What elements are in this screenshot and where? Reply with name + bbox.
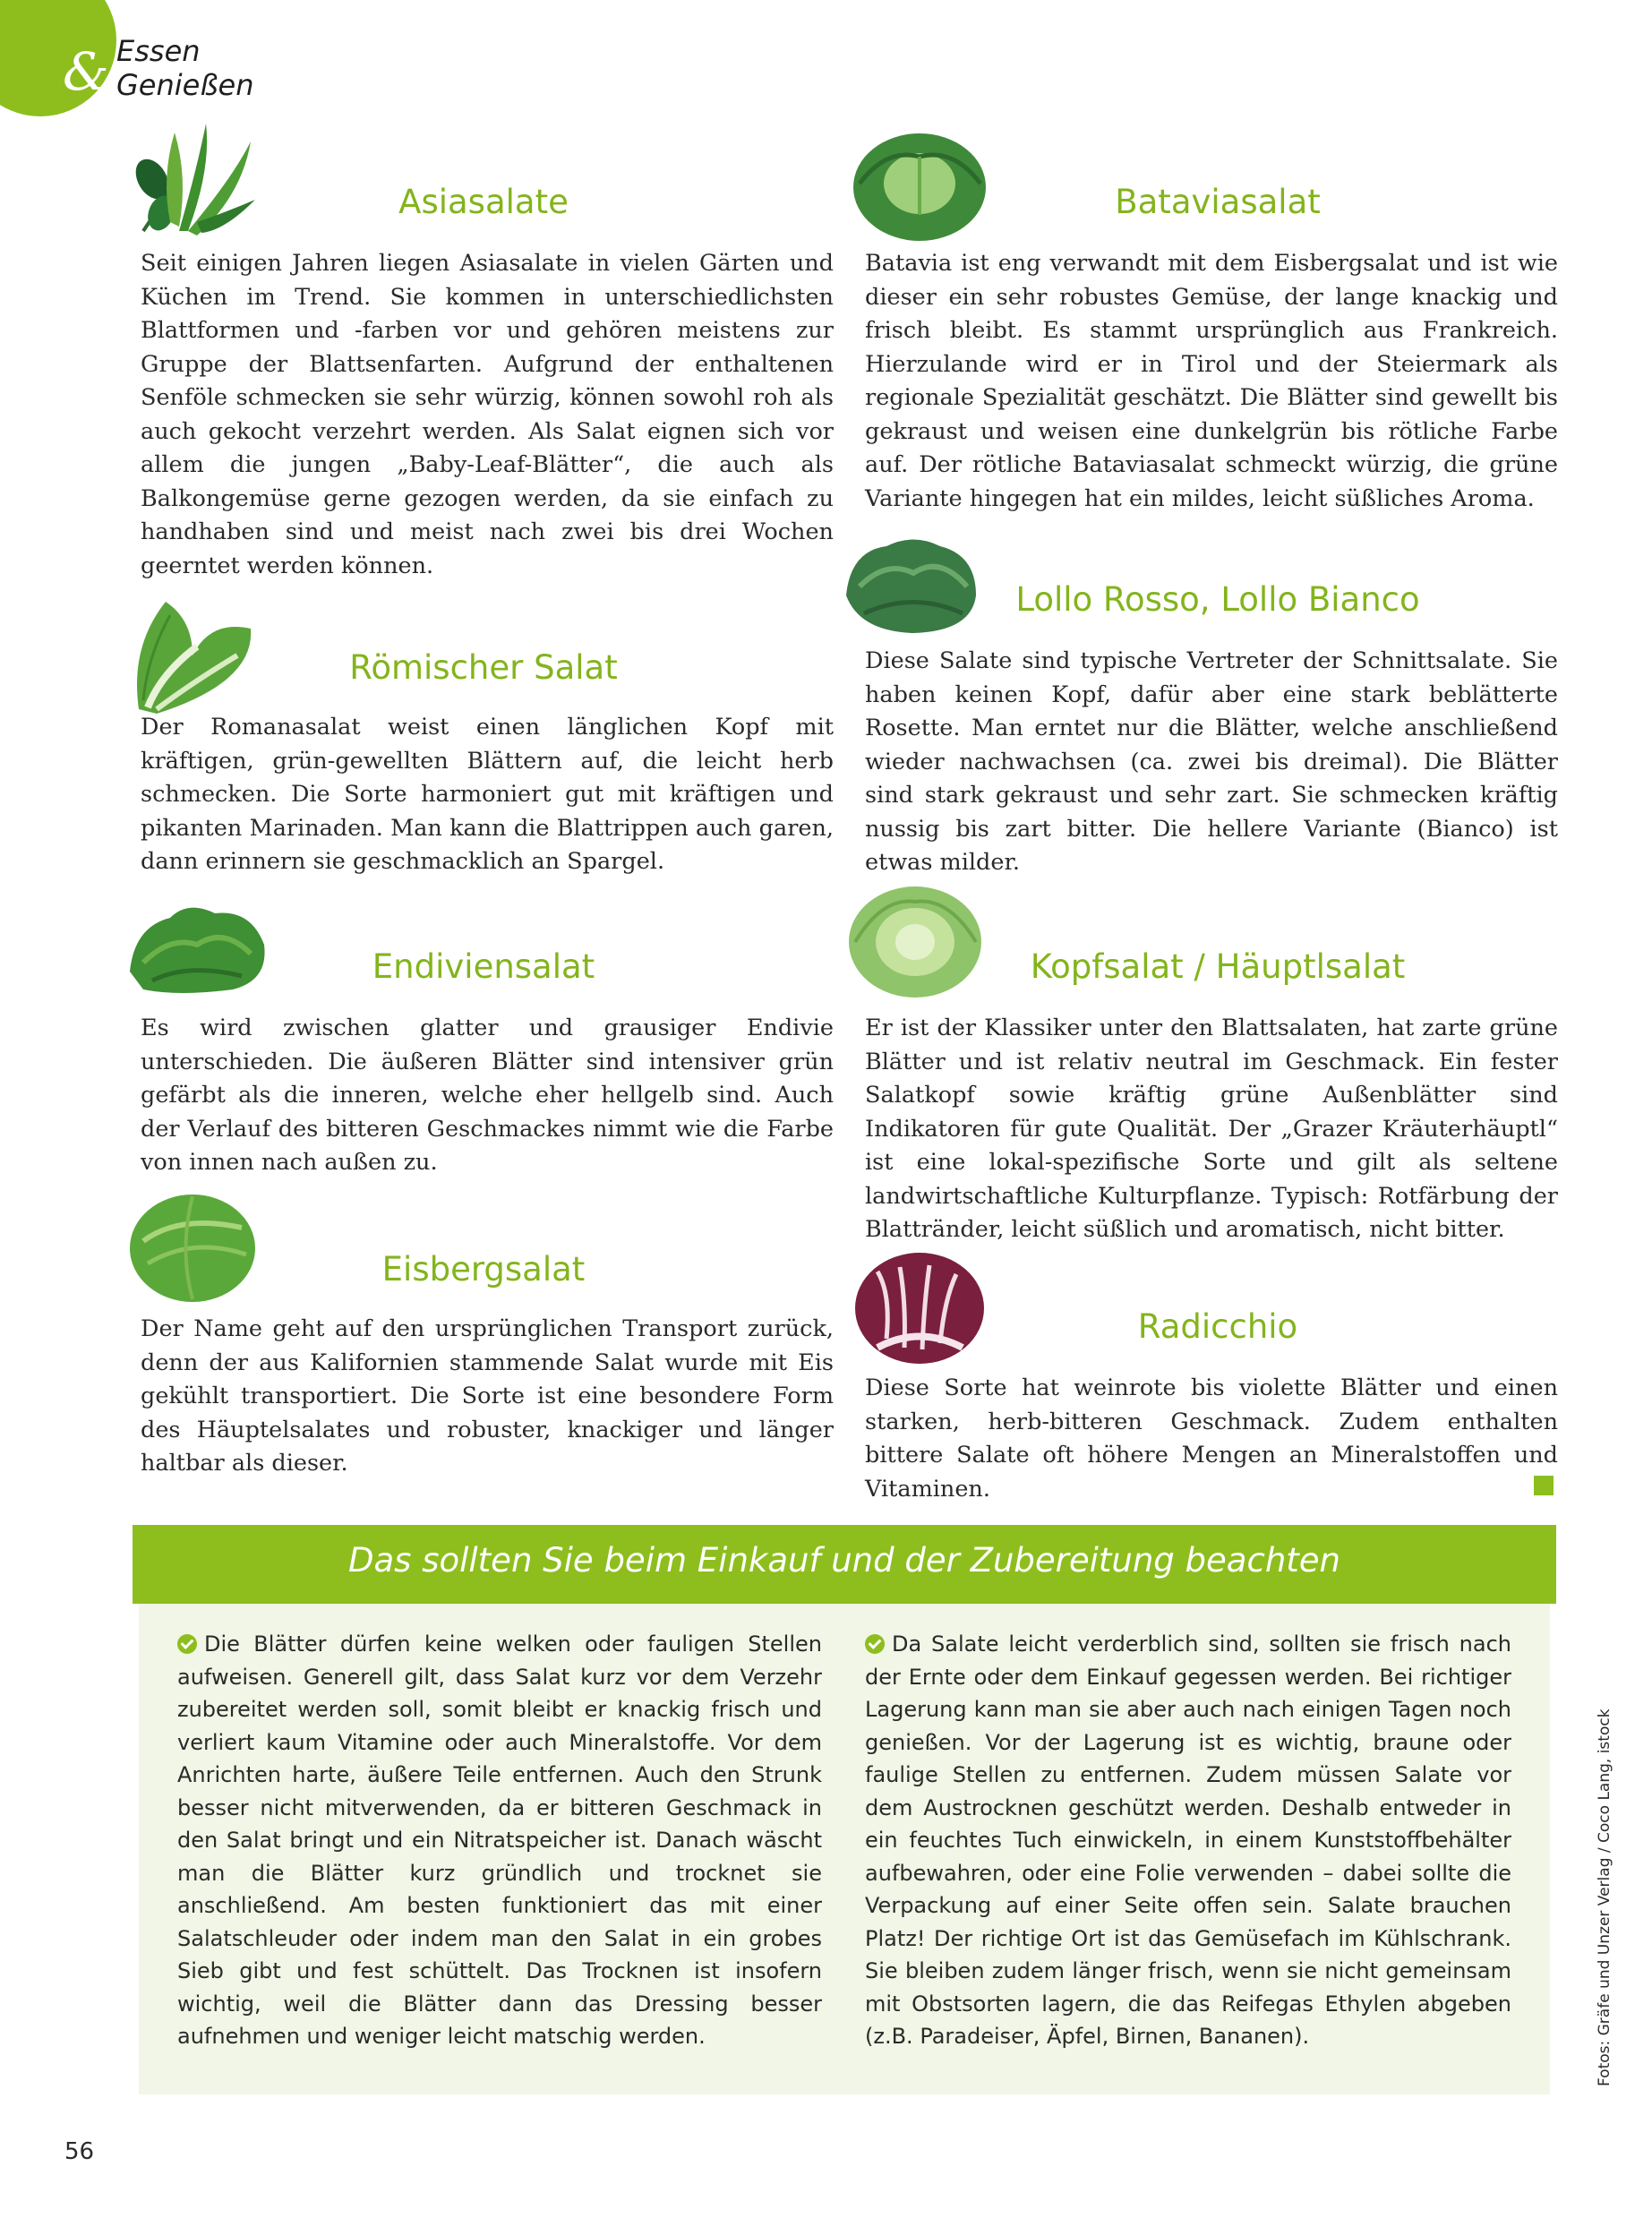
tipbox-title: Das sollten Sie beim Einkauf und der Zubereitung beachten [348,1541,1340,1580]
entry-title-lollo: Lollo Rosso, Lollo Bianco [1015,580,1420,619]
tipbox-header [133,1525,1556,1604]
entry-text-lollo: Diese Salate sind typische Vertreter der Schnittsalate. Sie haben keinen Kopf, dafür aber eine stark beblätterte Rosette. Man erntet nur die Blätter, welche anschließend wieder nachwachsen (ca. zwei bis dreimal). Die Blätter sind stark gekraust und sehr zart. Sie schmecken kräftig nussig bis zart bitter. Die hellere Variante (Bianco) ist etwas milder. [865,647,1558,876]
entry-title-endiviensalat: Endiviensalat [372,947,595,986]
entry-text-endiviensalat: Es wird zwischen glatter und grausiger Endivie unterschieden. Die äußeren Blätter sind intensiver grün gefärbt als die inneren, welche eher hellgelb sind. Auch der Verlauf des bitteren Geschmackes nimmt wie die Farbe von innen nach außen zu. [141,1015,834,1176]
section-label [116,34,253,102]
entry-text-kopfsalat: Er ist der Klassiker unter den Blattsalaten, hat zarte grüne Blätter und ist relativ neutral im Geschmack. Ein fester Salatkopf sowie kräftig grüne Außenblätter sind Indikatoren für gute Qualität. Der „Grazer Kräuterhäuptl“ ist eine lokal-spezifische Sorte und gilt als seltene landwirtschaftliche Kulturpflanze. Typisch: Rotfärbung der Blattränder, leicht süßlich und aromatisch, nicht bitter. [865,1015,1558,1243]
entry-text-asiasalate: Seit einigen Jahren liegen Asiasalate in vielen Gärten und Küchen im Trend. Sie kommen in unterschiedlichsten Blattformen und -farben vor und gehören meistens zur Gruppe der Blattsenfarten. Aufgrund der enthaltenen Senföle schmecken sie sehr würzig, können sowohl roh als auch gekocht verzehrt werden. Als Salat eignen sich vor allem die jungen „Baby-Leaf-Blätter“, die auch als Balkongemüse gerne gezogen werden, da sie einfach zu handhaben sind und meist nach zwei bis drei Wochen geerntet werden können. [141,250,834,579]
section-label-line1: Essen [116,34,201,68]
endive-icon [125,900,269,994]
entry-text-bataviasalat: Batavia ist eng verwandt mit dem Eisbergsalat und ist wie dieser ein sehr robustes Gemüse, der lange knackig und frisch bleibt. Es stammt ursprünglich aus Frankreich. Hierzulande wird er in Tirol und der Steiermark als regionale Spezialität geschätzt. Die Blätter sind gewellt bis gekraust und weisen eine dunkelgrün bis rötliche Farbe auf. Der rötliche Bataviasalat schmeckt würzig, die grüne Variante hingegen hat ein mildes, leicht süßliches Aroma. [865,250,1558,512]
tip-item [177,1628,822,2053]
entry-title-eisbergsalat: Eisbergsalat [381,1250,586,1289]
batavia-lettuce-icon [851,130,989,244]
checkmark-icon [177,1634,197,1654]
ampersand-logo: & [63,41,109,102]
tip-text: Die Blätter dürfen keine welken oder fauligen Stellen aufweisen. Generell gilt, dass Salat kurz vor dem Verzehr zubereitet werden soll, somit bleibt er knackig frisch und verliert kaum Vitamine oder auch Mineralstoffe. Vor dem Anrichten harte, äußere Teile entfernen. Auch den Strunk besser nicht mitverwenden, da er bitteren Geschmack in den Salat bringt und ein Nitratspeicher ist. Danach wäscht man die Blätter kurz gründlich und trocknet sie anschließend. Am besten funktioniert das mit einer Salatschleuder oder indem man den Salat in ein grobes Sieb gibt und fest schüttelt. Das Trocknen ist insofern wichtig, weil die Blätter dann das Dressing besser aufnehmen und weniger leicht matschig werden. [177,1631,822,2049]
entry-text-radicchio: Diese Sorte hat weinrote bis violette Blätter und einen starken, herb-bitteren Geschmack. Zudem enthalten bittere Salate oft höhere Mengen an Mineralstoffen und Vitaminen. [865,1374,1558,1503]
entry-text-roemischer-salat: Der Romanasalat weist einen länglichen Kopf mit kräftigen, grün-gewellten Blättern auf, die leicht herb schmecken. Die Sorte harmoniert gut mit kräftigen und pikanten Marinaden. Man kann die Blattrippen auch garen, dann erinnern sie geschmacklich an Spargel. [141,714,834,875]
lollo-lettuce-icon [842,533,980,636]
entry-title-asiasalate: Asiasalate [398,183,569,221]
entry-title-radicchio: Radicchio [1137,1307,1298,1346]
entry-title-bataviasalat: Bataviasalat [1115,183,1321,221]
page-number: 56 [64,2138,95,2165]
checkmark-icon [865,1634,885,1654]
entry-title-kopfsalat: Kopfsalat / Häuptlsalat [1030,947,1406,986]
butterhead-lettuce-icon [846,879,985,1000]
section-label-line2: Genießen [116,68,254,102]
radicchio-icon [851,1249,989,1366]
article-end-marker [1534,1476,1554,1495]
photo-credit: Fotos: Gräfe und Unzer Verlag / Coco Lang, istock [1596,1708,1613,2086]
entry-text-eisbergsalat: Der Name geht auf den ursprünglichen Transport zurück, denn der aus Kalifornien stammende Salat wurde mit Eis gekühlt transportiert. Die Sorte ist eine besondere Form des Häuptelsalates und robuster, knackiger und länger haltbar als dieser. [141,1315,834,1477]
asian-salad-leaves-icon [125,115,260,249]
tip-item [865,1628,1511,2053]
iceberg-lettuce-icon [125,1187,260,1304]
romaine-lettuce-icon [130,593,260,718]
entry-title-roemischer-salat: Römischer Salat [349,648,618,687]
tip-text: Da Salate leicht verderblich sind, sollten sie frisch nach der Ernte oder dem Einkauf gegessen werden. Bei richtiger Lagerung kann man sie aber auch nach einigen Tagen noch genießen. Vor der Lagerung ist es wichtig, braune oder faulige Stellen zu entfernen. Zudem müssen Salate vor dem Austrocknen geschützt werden. Deshalb entweder in ein feuchtes Tuch einwickeln, in einem Kunststoffbehälter aufbewahren, oder eine Folie verwenden – dabei sollte die Verpackung auf einer Seite offen sein. Salate brauchen Platz! Der richtige Ort ist das Gemüsefach im Kühlschrank. Sie bleiben zudem länger frisch, wenn sie nicht gemeinsam mit Obstsorten lagern, die das Reifegas Ethylen abgeben (z.B. Paradeiser, Äpfel, Birnen, Bananen). [865,1631,1511,2049]
